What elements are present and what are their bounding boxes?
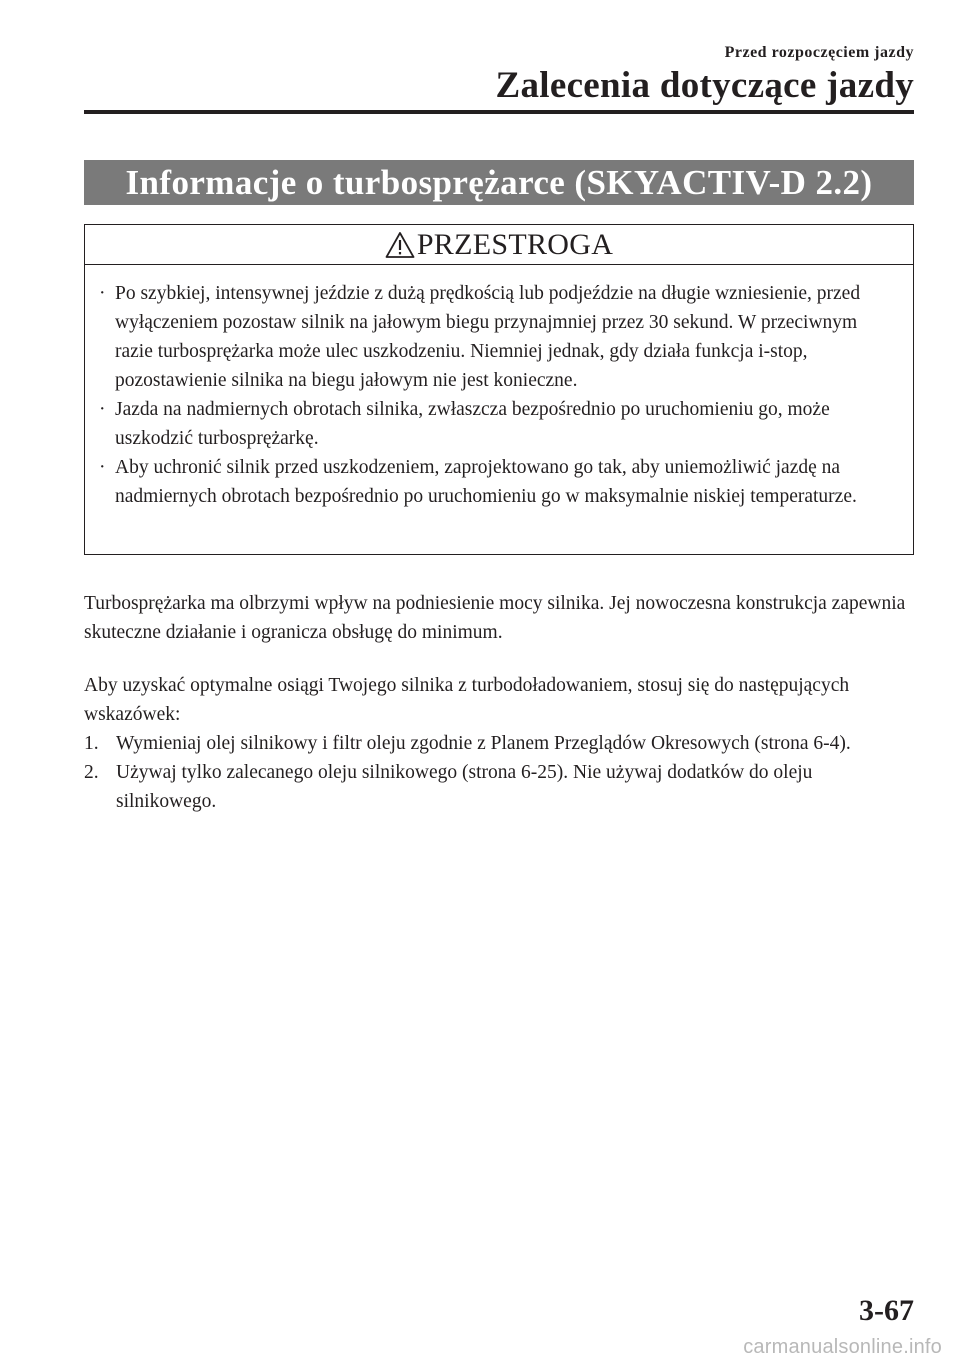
tip-item bbox=[84, 729, 914, 758]
tips-list bbox=[84, 729, 914, 816]
section-title-banner: Informacje o turbosprężarce (SKYACTIV-D 2.2) bbox=[84, 160, 914, 205]
watermark-text: carmanualsonline.info bbox=[743, 1336, 942, 1358]
tip-number: 2. bbox=[84, 762, 99, 783]
chapter-label: Przed rozpoczęciem jazdy bbox=[724, 44, 914, 61]
caution-item-text: Aby uchronić silnik przed uszkodzeniem, zaprojektowano go tak, aby uniemożliwić jazdę na nadmiernych obrotach bezpośrednio po uruchomieniu go w maksymalnie niskiej temperaturze. bbox=[115, 457, 857, 507]
caution-header bbox=[85, 225, 913, 265]
page-number: 3-67 bbox=[859, 1294, 914, 1327]
caution-box bbox=[84, 224, 914, 555]
caution-list bbox=[85, 265, 913, 511]
header-divider bbox=[84, 110, 914, 114]
bullet-dot: · bbox=[99, 283, 106, 304]
bullet-dot: · bbox=[99, 399, 106, 420]
caution-item bbox=[85, 279, 899, 395]
caution-item-text: Po szybkiej, intensywnej jeździe z dużą prędkością lub podjeździe na długie wzniesienie, przed wyłączeniem pozostaw silnik na jałowym biegu przynajmniej przez 30 sekund. W przeciwnym razie turbosprężarka może ulec uszkodzeniu. Niemniej jednak, gdy działa funkcja i-stop, pozostawienie silnika na biegu jałowym nie jest konieczne. bbox=[115, 283, 861, 391]
bullet-dot: · bbox=[99, 457, 106, 478]
page-title: Zalecenia dotyczące jazdy bbox=[495, 65, 914, 106]
body-paragraph-intro: Turbosprężarka ma olbrzymi wpływ na podniesienie mocy silnika. Jej nowoczesna konstrukcja zapewnia skuteczne działanie i ogranicza obsługę do minimum. bbox=[84, 593, 906, 643]
caution-item bbox=[85, 453, 899, 511]
caution-title: PRZESTROGA bbox=[416, 227, 614, 261]
tip-item bbox=[84, 758, 914, 816]
caution-item-text: Jazda na nadmiernych obrotach silnika, zwłaszcza bezpośrednio po uruchomieniu go, może uszkodzić turbosprężarkę. bbox=[115, 399, 830, 449]
caution-item bbox=[85, 395, 899, 453]
warning-triangle-icon bbox=[385, 231, 415, 259]
body-paragraph-tips: Aby uzyskać optymalne osiągi Twojego silnika z turbodoładowaniem, stosuj się do następujących wskazówek: bbox=[84, 675, 850, 725]
tip-number: 1. bbox=[84, 733, 99, 754]
tip-text: Wymieniaj olej silnikowy i filtr oleju zgodnie z Planem Przeglądów Okresowych (strona 6-4). bbox=[116, 733, 851, 754]
tip-text: Używaj tylko zalecanego oleju silnikowego (strona 6-25). Nie używaj dodatków do oleju silnikowego. bbox=[116, 762, 813, 812]
